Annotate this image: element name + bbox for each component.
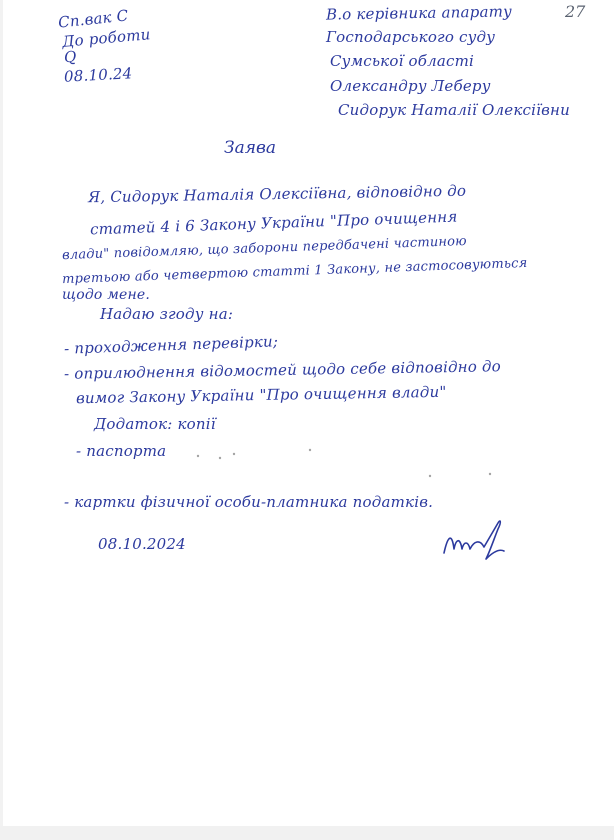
consent-item-3: вимог Закону України "Про очищення влади" <box>75 382 447 408</box>
addressee-line-1: В.о керівника апарату <box>325 2 513 24</box>
consent-item-1: - проходження перевірки; <box>63 332 279 358</box>
addressee-line-5: Сидорук Наталії Олексіївни <box>338 101 570 119</box>
body-line-3: влади" повідомляю, що заборони передбачені частиною <box>61 233 468 264</box>
body-line-5: щодо мене. <box>62 287 151 303</box>
page-number: 27 <box>565 2 586 21</box>
resolution-line-2: До роботи <box>61 25 152 51</box>
body-line-1: Я, Сидорук Наталія Олексіївна, відповідно до <box>87 181 467 207</box>
signature-image <box>440 515 510 565</box>
page-bottom-edge <box>0 826 614 840</box>
page-left-edge <box>0 0 3 840</box>
addressee-line-2: Господарського суду <box>326 28 496 46</box>
resolution-line-1: Сп.вак С <box>57 6 130 32</box>
attachment-heading: Додаток: копії <box>94 415 216 433</box>
resolution-line-4: 08.10.24 <box>63 64 133 86</box>
resolution-line-3: Q <box>63 47 78 67</box>
consent-item-2: - оприлюднення відомостей щодо себе відповідно до <box>63 357 502 383</box>
addressee-line-4: Олександру Леберу <box>330 77 491 95</box>
consent-heading: Надаю згоду на: <box>100 305 234 323</box>
document-date: 08.10.2024 <box>98 535 186 553</box>
redacted-area <box>190 446 520 482</box>
body-line-2: статей 4 і 6 Закону України "Про очищення <box>89 207 458 239</box>
attachment-item-2: - картки фізичної особи-платника податків. <box>64 493 434 511</box>
body-line-4: третьою або четвертою статті 1 Закону, не застосовуються <box>61 255 528 288</box>
attachment-item-1: - паспорта <box>76 442 167 460</box>
addressee-line-3: Сумської області <box>330 52 475 70</box>
document-title: Заява <box>224 138 277 158</box>
